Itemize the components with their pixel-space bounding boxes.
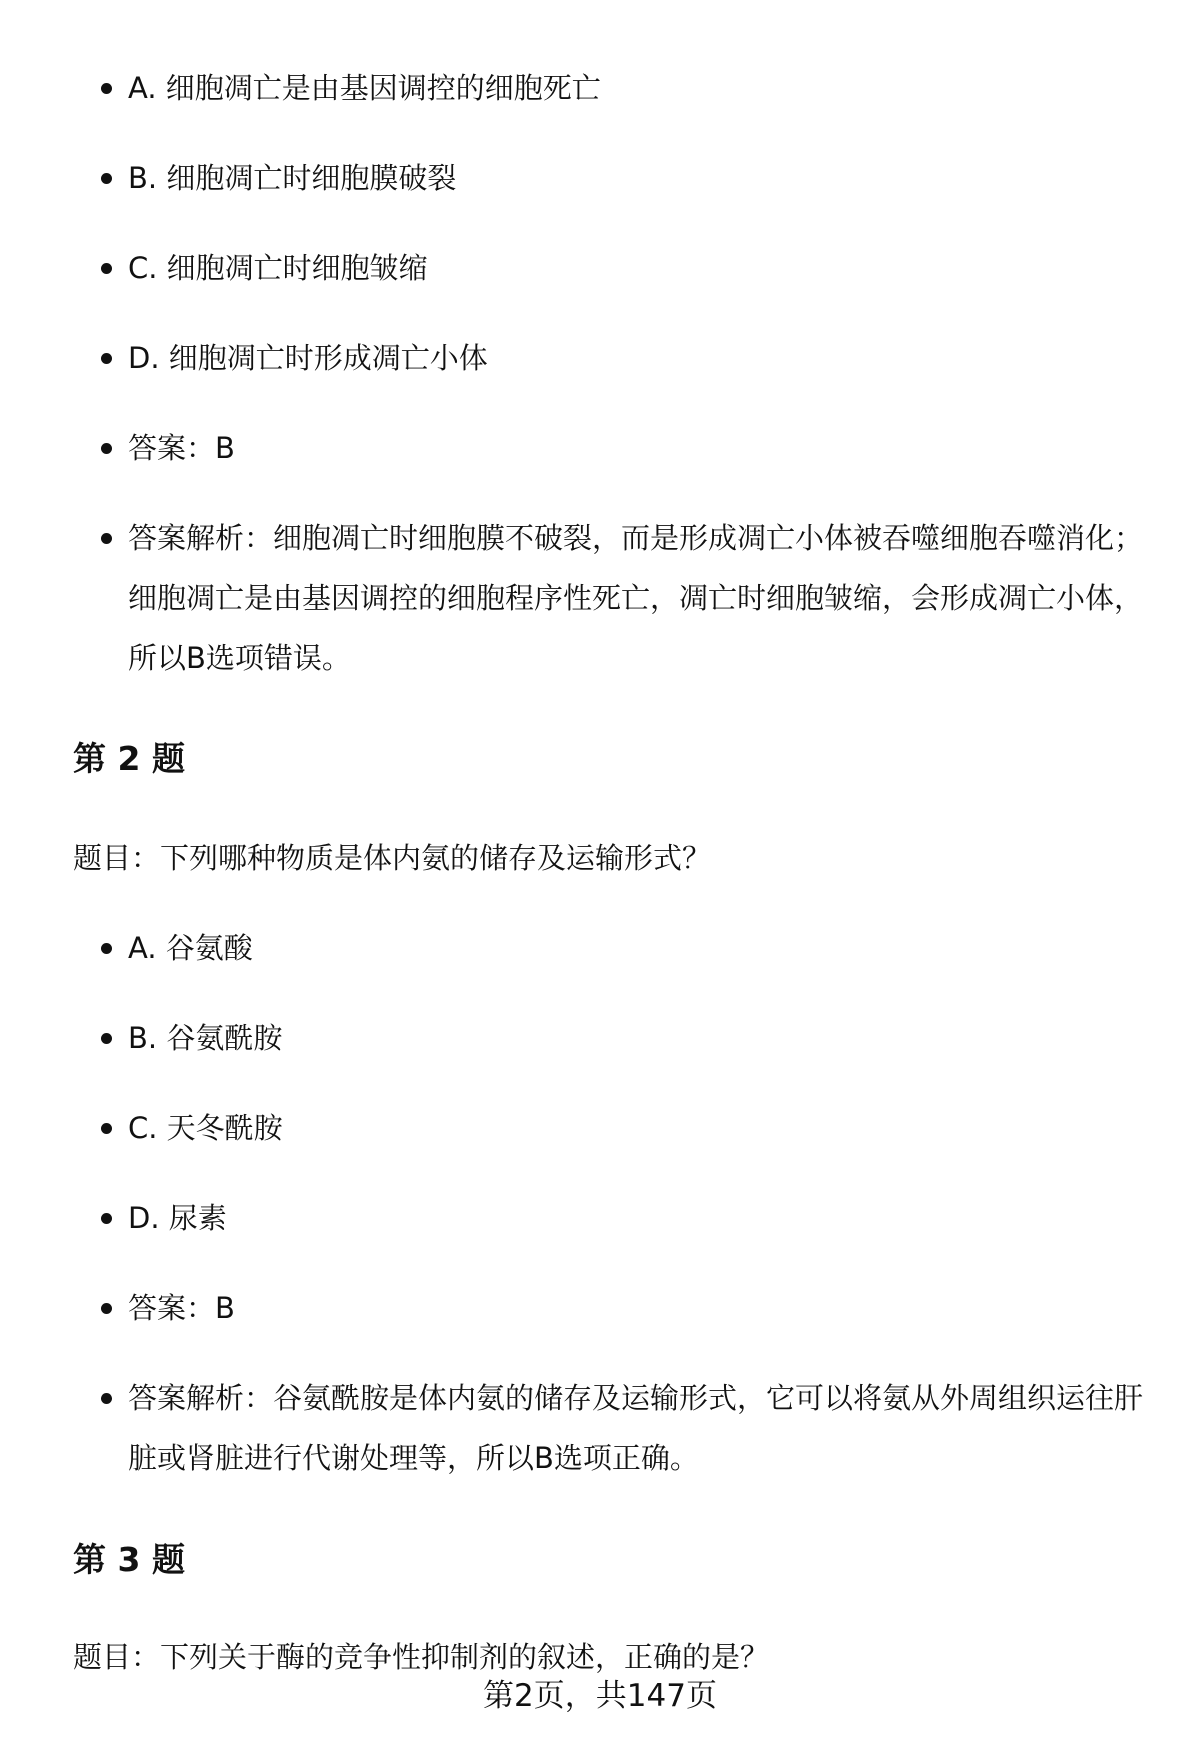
answer: 答案：B xyxy=(128,1278,1148,1338)
option-d: D. 细胞凋亡时形成凋亡小体 xyxy=(128,328,1148,388)
option-d: D. 尿素 xyxy=(128,1188,1148,1248)
option-a: A. 细胞凋亡是由基因调控的细胞死亡 xyxy=(128,58,1148,118)
page-number: 第2页，共147页 xyxy=(483,1678,717,1714)
question-2-text: 题目：下列哪种物质是体内氨的储存及运输形式？ xyxy=(73,841,712,875)
question-3-text: 题目：下列关于酶的竞争性抑制剂的叙述，正确的是？ xyxy=(73,1640,770,1674)
question-3-heading: 第 3 题 xyxy=(73,1540,185,1579)
answer-explanation: 答案解析：谷氨酰胺是体内氨的储存及运输形式，它可以将氨从外周组织运往肝脏或肾脏进行代谢处理等，所以B选项正确。 xyxy=(128,1368,1148,1488)
option-c: C. 细胞凋亡时细胞皱缩 xyxy=(128,238,1148,298)
option-a: A. 谷氨酸 xyxy=(128,918,1148,978)
answer: 答案：B xyxy=(128,418,1148,478)
option-b: B. 细胞凋亡时细胞膜破裂 xyxy=(128,148,1148,208)
question-2-heading: 第 2 题 xyxy=(73,739,185,778)
option-b: B. 谷氨酰胺 xyxy=(128,1008,1148,1068)
answer-explanation: 答案解析：细胞凋亡时细胞膜不破裂，而是形成凋亡小体被吞噬细胞吞噬消化；细胞凋亡是由基因调控的细胞程序性死亡，凋亡时细胞皱缩，会形成凋亡小体，所以B选项错误。 xyxy=(128,508,1148,688)
option-c: C. 天冬酰胺 xyxy=(128,1098,1148,1158)
